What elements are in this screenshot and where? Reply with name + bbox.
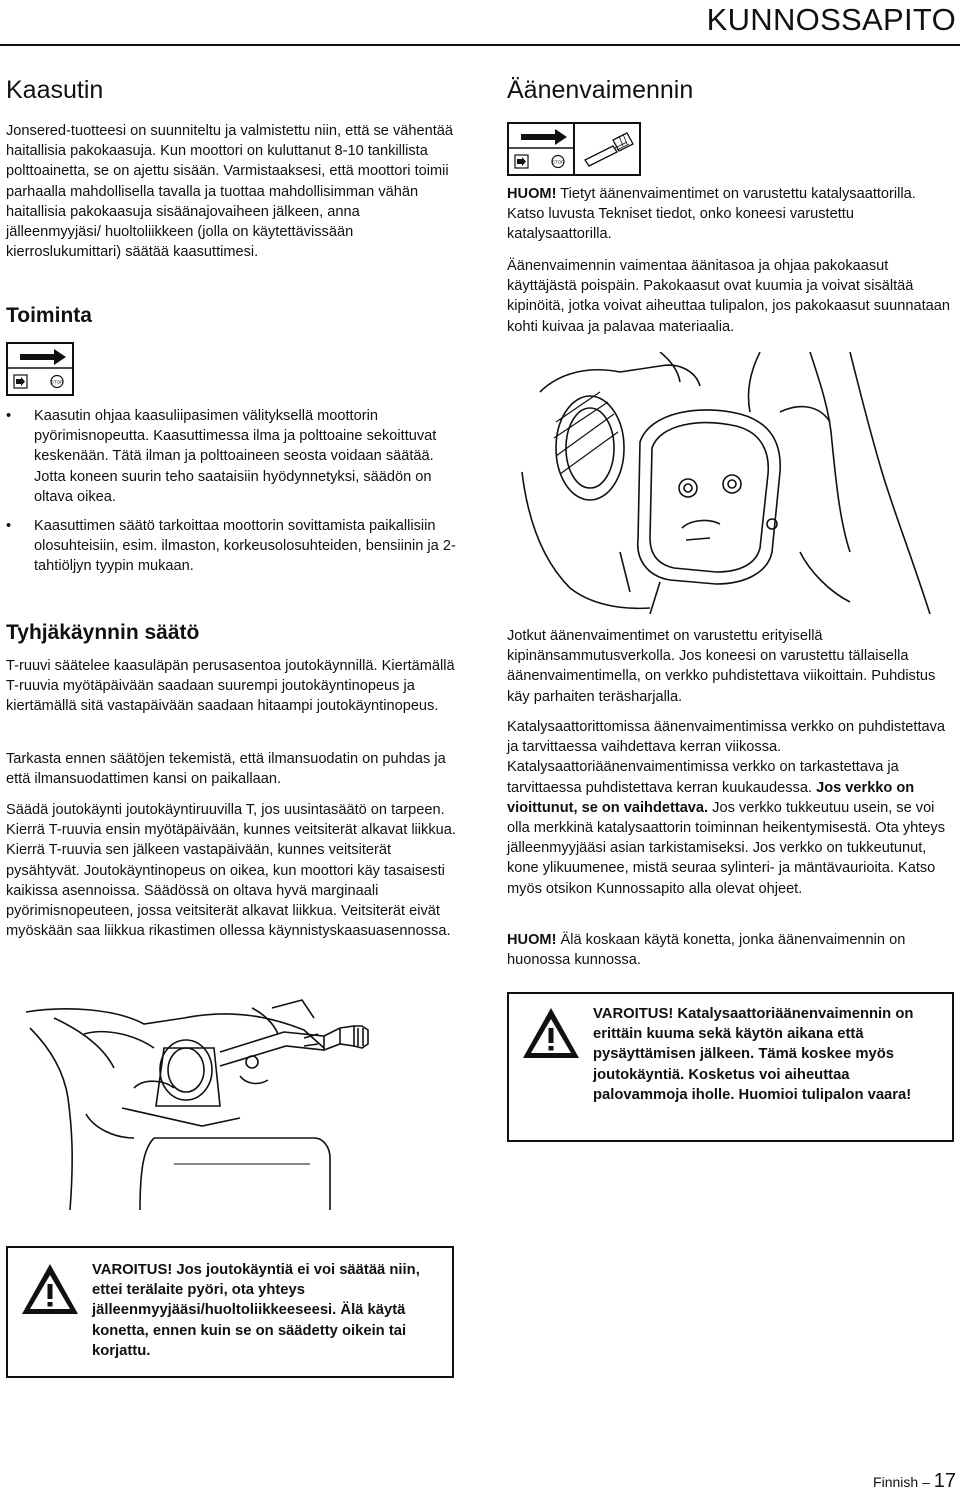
operation-symbol [6, 342, 74, 396]
list-item: • Kaasutin ohjaa kaasuliipasimen välityksellä moottorin pyörimisnopeutta. Kaasuttimessa ilma ja polttoaine sekoittuvat keskenään. Tätä ilman ja polttoaineen seosta voidaan säätää. Jotta koneen suurin teho saataisiin hyödynnetyksi, säädön on oltava oikea. [6, 406, 466, 506]
warning-triangle-icon [521, 1006, 581, 1060]
wire-brush-icon [575, 124, 639, 174]
stop-label: STOP [50, 379, 64, 385]
warning-text: VAROITUS! Jos joutokäyntiä ei voi säätää niin, ettei terälaite pyöri, ota yhteys jälleenmyyjääsi/huoltoliikkeeseesi. Älä käytä konetta, ennen kuin se on säädetty oikein tai korjattu. [92, 1262, 420, 1359]
page-number: 17 [933, 1470, 956, 1492]
idle-paragraph-3: Säädä joutokäynti joutokäyntiruuvilla T, jos uusintasäätö on tarpeen. Kierrä T-ruuvia ensin myötäpäivään, kunnes veitsiterät alkavat liikkua. Kierrä T-ruuvia sen jälkeen vastapäivään, kunnes veitsiterät pysähtyvät. Joutokäyntinopeus on oikea, kun moottori käy tasaisesti kaikissa asennoissa. Säädössä on oltava hyvä marginaali pyörimisnopeuteen, jossa veitsiterät alkavat liikkua. Veitsiterät eivät myöskään saa liikkua rikastimen ollessa käynnistyskaasuasennossa. [6, 802, 456, 940]
page-header-title: KUNNOSSAPITO [706, 2, 956, 37]
page-footer [840, 1470, 956, 1493]
muffler-paragraph-2: Äänenvaimennin vaimentaa äänitasoa ja ohjaa pakokaasut käyttäjästä poispäin. Pakokaasut ovat kuumia ja voivat sisältää kipinöitä, jotka voivat aiheuttaa tulipalon, jos pakokaasut suunnataan kohti kuivaa ja palavaa materiaalia. [507, 258, 950, 335]
idle-adjust-warning [6, 1246, 454, 1378]
warning-triangle-icon [20, 1262, 80, 1316]
bullet-text: Kaasutin ohjaa kaasuliipasimen välityksellä moottorin pyörimisnopeutta. Kaasuttimessa ilma ja polttoaine sekoittuvat keskenään. Tätä ilman ja polttoaineen seosta voidaan säätää. Jotta koneen suurin teho saataisiin hyödynnetyksi, säädön on oltava oikea. [34, 408, 437, 505]
wire-brush-symbol [573, 122, 641, 176]
idle-paragraph-1: T-ruuvi säätelee kaasuläpän perusasentoa joutokäynnillä. Kiertämällä T-ruuvia myötäpäivään saadaan suurempi joutokäyntinopeus ja kiertämällä sitä vastapäivään saadaan hitaampi joutokäyntinopeus. [6, 658, 455, 715]
idle-adjust-heading: Tyhjäkäynnin säätö [6, 621, 200, 644]
operation-symbol [507, 122, 575, 176]
catalytic-muffler-warning [507, 992, 954, 1142]
warning-text: VAROITUS! Katalysaattoriäänenvaimennin on erittäin kuuma sekä käytön aikana että pysäyttämisen jälkeen. Tämä koskee myös joutokäyntiä. Kosketus voi aiheuttaa palovammoja iholle. Huomioi tulipalon vaara! [593, 1006, 914, 1103]
muffler-note-2: HUOM! Älä koskaan käytä konetta, jonka äänenvaimennin on huonossa kunnossa. [507, 932, 906, 969]
bullet-text: Kaasuttimen säätö tarkoittaa moottorin sovittamista paikallisiin olosuhteisiin, esim. ilmaston, korkeusolosuhteiden, bensiinin ja 2-tahtiöljyn tyypin mukaan. [34, 518, 456, 575]
muffler-paragraph-3: Jotkut äänenvaimentimet on varustettu erityisellä kipinänsammutusverkolla. Jos koneesi on varustettu tällaisella äänenvaimentimella, on verkko puhdistettava viikoittain. Puhdistus käy parhaiten teräsharjalla. [507, 628, 936, 705]
footer-separator: – [922, 1474, 930, 1490]
carburetor-heading: Kaasutin [6, 76, 104, 104]
muffler-heading: Äänenvaimennin [507, 76, 694, 104]
list-item: • Kaasuttimen säätö tarkoittaa moottorin sovittamista paikallisiin olosuhteisiin, esim. ilmaston, korkeusolosuhteiden, bensiinin ja 2-tahtiöljyn tyypin mukaan. [6, 516, 466, 596]
carburetor-intro: Jonsered-tuotteesi on suunniteltu ja valmistettu niin, että se vähentää haitallisia pakokaasuja. Kun moottori on kuluttanut 8-10 tankillista polttoainetta, se on ajettu sisään. Varmistaaksesi, että moottori toimii parhaalla mahdollisella tavalla ja tuottaa mahdollisimman vähän haitallisia pakokaasuja sisäänajovaiheen jälkeen, anna jälleenmyyjäsi/ huoltoliikkeen (jolla on käytettävissään kierroslukumittari) säätää kaasuttimesi. [6, 123, 454, 261]
header-rule [0, 44, 960, 46]
muffler-illustration [510, 352, 950, 614]
arrow-stop-icon [8, 344, 72, 394]
carburetor-adjustment-illustration [24, 988, 464, 1210]
footer-language: Finnish [873, 1474, 919, 1490]
stop-label: STOP [551, 159, 565, 165]
muffler-note-1: HUOM! Tietyt äänenvaimentimet on varustettu katalysaattorilla. Katso luvusta Tekniset tiedot, onko koneesi varustettu katalysaattorilla. [507, 186, 916, 243]
function-heading: Toiminta [6, 304, 92, 327]
idle-paragraph-2: Tarkasta ennen säätöjen tekemistä, että ilmansuodatin on puhdas ja että ilmansuodattimen kansi on paikallaan. [6, 751, 446, 788]
arrow-stop-icon [509, 124, 573, 174]
muffler-paragraph-4: Katalysaattorittomissa äänenvaimentimissa verkko on puhdistettava ja tarvittaessa vaihdettava kerran viikossa. Katalysaattoriäänenvaimentimissa verkko on tarkastettava ja tarvittaessa puhdistettava kerran kuukaudessa. Jos verkko on vioittunut, se on vaihdettava. Jos verkko tukkeutuu usein, se voi olla merkkinä katalysaattorin toiminnan heikentymisestä. Ota yhteys jälleenmyyjääsi asian tarkistamiseksi. Jos verkko on tukkeutunut, kone ylikuumenee, mistä seuraa sylinteri- ja mäntävaurioita. Katso myös otsikon Kunnossapito alla olevat ohjeet. [507, 719, 946, 897]
